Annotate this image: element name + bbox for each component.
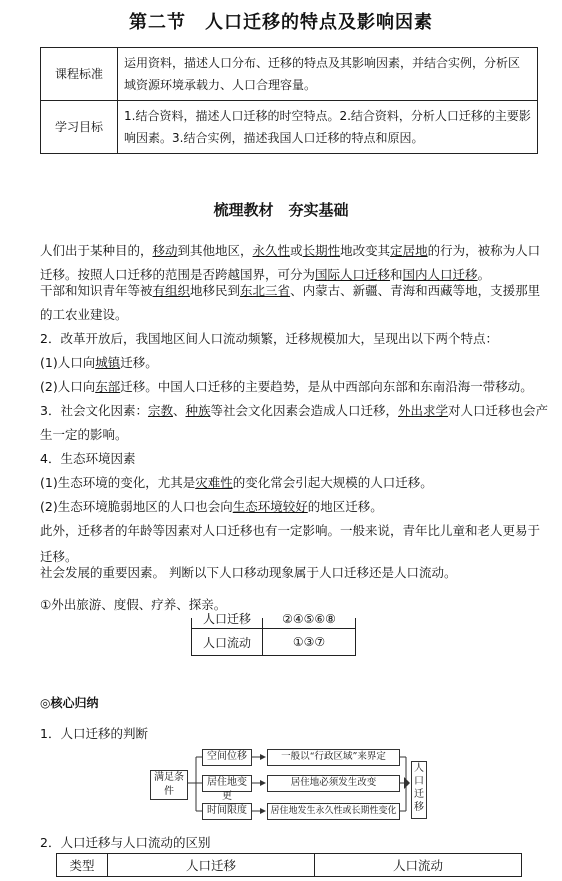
text-line: ①外出旅游、度假、疗养、探亲。 bbox=[40, 597, 227, 612]
diagram-value-box: 一般以“行政区域”来界定 bbox=[267, 749, 400, 766]
text-line: 3．社会文化因素：宗教、种族等社会文化因素会造成人口迁移，外出求学对人口迁移也会产 bbox=[40, 403, 549, 418]
text-line: 4．生态环境因素 bbox=[40, 451, 136, 466]
diagram-value-box: 居住地必须发生改变 bbox=[267, 775, 400, 792]
table-row bbox=[57, 854, 522, 877]
table-row bbox=[41, 101, 538, 154]
mini-label: 人口迁移 bbox=[192, 618, 263, 629]
diagram-result-box: 人口迁移 bbox=[411, 761, 427, 819]
mini-value: ②④⑤⑥⑧ bbox=[263, 618, 356, 629]
judgement-table bbox=[191, 612, 356, 656]
core-item-heading: 2．人口迁移与人口流动的区别 bbox=[40, 835, 211, 850]
text-line: 此外，迁移者的年龄等因素对人口迁移也有一定影响。一般来说，青年比儿童和老人更易于 bbox=[40, 523, 541, 538]
text-line: (1)生态环境的变化，尤其是灾难性的变化常会引起大规模的人口迁移。 bbox=[40, 475, 433, 490]
text-line: 社会发展的重要因素。 判断以下人口移动现象属于人口迁移还是人口流动。 bbox=[40, 565, 457, 580]
text-line: 的工农业建设。 bbox=[40, 307, 128, 322]
table-row bbox=[192, 618, 356, 629]
text-line: 2．改革开放后，我国地区间人口流动频繁，迁移规模加大，呈现出以下两个特点： bbox=[40, 331, 498, 346]
goal-head: 学习目标 bbox=[41, 101, 118, 154]
standards-table bbox=[40, 47, 538, 154]
text-line: 人们出于某种目的，移动到其他地区，永久性或长期性地改变其定居地的行为，被称为人口 bbox=[40, 243, 541, 258]
mini-label: 人口流动 bbox=[192, 629, 263, 656]
compare-table bbox=[56, 853, 522, 877]
table-row bbox=[192, 629, 356, 656]
text-line: 迁移。 bbox=[40, 549, 78, 564]
compare-header: 人口迁移 bbox=[108, 854, 315, 877]
text-line: 生一定的影响。 bbox=[40, 427, 128, 442]
section-title: 梳理教材 夯实基础 bbox=[213, 201, 349, 219]
diagram-value-box: 居住地发生永久性或长期性变化 bbox=[267, 803, 400, 820]
text-line: (1)人口向城镇迁移。 bbox=[40, 355, 158, 370]
compare-header: 类型 bbox=[57, 854, 108, 877]
diagram-key-box: 居住地变更 bbox=[202, 775, 252, 792]
goal-body: 1.结合资料，描述人口迁移的时空特点。2.结合资料，分析人口迁移的主要影响因素。3.结合实例，描述我国人口迁移的特点和原因。 bbox=[118, 101, 538, 154]
mini-value: ①③⑦ bbox=[263, 629, 356, 656]
standard-head: 课程标准 bbox=[41, 48, 118, 101]
diagram-key-box: 时间限度 bbox=[202, 803, 252, 820]
compare-header: 人口流动 bbox=[315, 854, 522, 877]
text-line: 迁移。按照人口迁移的范围是否跨越国界，可分为国际人口迁移和国内人口迁移。 bbox=[40, 267, 491, 282]
table-row bbox=[41, 48, 538, 101]
diagram-key-box: 空间位移 bbox=[202, 749, 252, 766]
migration-diagram bbox=[150, 745, 440, 827]
text-line: 干部和知识青年等被有组织地移民到东北三省、内蒙古、新疆、青海和西藏等地，支援那里 bbox=[40, 283, 541, 298]
core-item-heading: 1．人口迁移的判断 bbox=[40, 726, 148, 741]
standard-body: 运用资料，描述人口分布、迁移的特点及其影响因素，并结合实例，分析区域资源环境承载力、人口合理容量。 bbox=[118, 48, 538, 101]
diagram-condition-box: 满足条件 bbox=[150, 770, 188, 800]
core-summary-heading: ◎核心归纳 bbox=[40, 696, 99, 710]
text-line: (2)人口向东部迁移。中国人口迁移的主要趋势，是从中西部向东部和东南沿海一带移动。 bbox=[40, 379, 533, 394]
page-title: 第二节 人口迁移的特点及影响因素 bbox=[129, 12, 433, 33]
text-line: (2)生态环境脆弱地区的人口也会向生态环境较好的地区迁移。 bbox=[40, 499, 383, 514]
